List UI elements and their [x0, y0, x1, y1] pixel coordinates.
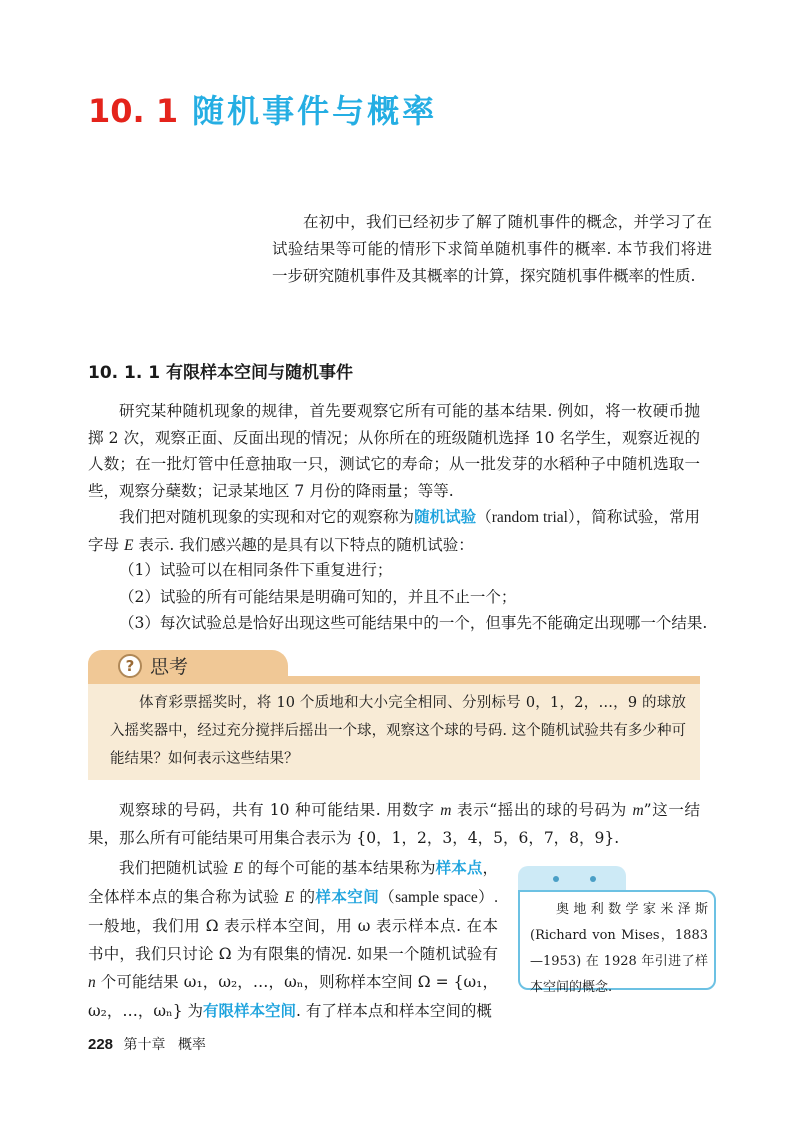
- p3-var-m: m: [440, 802, 452, 819]
- condition-list: [88, 557, 708, 637]
- term-sample-point: 样本点: [435, 859, 483, 877]
- p4-text-a: 我们把随机试验: [119, 859, 234, 877]
- section-title: 随机事件与概率: [192, 92, 438, 130]
- p4-var-e-2: E: [284, 889, 295, 906]
- section-number: 10. 1: [88, 92, 179, 130]
- p3-text-b: 表示“摇出的球的号码为: [451, 801, 633, 819]
- chapter-title: 概率: [177, 1037, 206, 1053]
- intro-paragraph: 在初中，我们已经初步了解了随机事件的概念，并学习了在试验结果等可能的情形下求简单随机事件的概率. 本节我们将进一步研究随机事件及其概率的计算，探究随机事件概率的性质.: [272, 213, 712, 285]
- paragraph-2: [88, 504, 700, 559]
- paragraph-4: [88, 854, 498, 1025]
- side-note-text: 奥地利数学家米泽斯 (Richard von Mises，1883—1953) 在 1928 年引进了样本空间的概念.: [530, 902, 708, 995]
- subsection-title: 10. 1. 1 有限样本空间与随机事件: [88, 363, 353, 383]
- p4-text-c: ，全体样本点的集合称为试验: [88, 859, 498, 906]
- p3-text-c: ”这一结果，那么所有可能结果可用集合表示为 {0，1，2，3，4，5，6，7，8，9}.: [88, 801, 700, 847]
- page-number: 228: [88, 1036, 114, 1053]
- list-item: （2）试验的所有可能结果是明确可知的，并且不止一个；: [119, 587, 517, 606]
- p4-var-n: n: [88, 974, 96, 991]
- think-text: 体育彩票摇奖时，将 10 个质地和大小完全相同、分别标号 0，1，2，…，9 的球放入摇奖器中，经过充分搅拌后摇出一个球，观察这个球的号码. 这个随机试验共有多少种可能结果？如何表示这些结果？: [110, 695, 686, 767]
- p4-text-e: 一般地，我们用 Ω 表示样本空间，用 ω 表示样本点. 在本书中，我们只讨论 Ω 为有限集的情况. 如果一个随机试验有: [88, 917, 498, 963]
- p2-english: （random trial）: [476, 509, 576, 526]
- paragraph-3: [88, 797, 700, 851]
- term-finite-sample-space: 有限样本空间: [203, 1002, 297, 1020]
- page-footer: [88, 1034, 206, 1054]
- think-label: 思考: [150, 656, 189, 678]
- list-item: （3）每次试验总是恰好出现这些可能结果中的一个，但事先不能确定出现哪一个结果.: [119, 614, 708, 632]
- p4-var-e: E: [233, 860, 243, 877]
- p4-text-g: . 有了样本点和样本空间的概: [296, 1002, 492, 1020]
- note-tab-dot: [590, 876, 596, 882]
- term-random-trial: 随机试验: [414, 508, 477, 526]
- p4-text-d: 的: [294, 888, 316, 906]
- p2-text-b: ，简称试验，常用字母: [88, 508, 700, 554]
- p3-text-a: 观察球的号码，共有 10 种可能结果. 用数字: [119, 801, 441, 819]
- p3-var-m-2: m: [632, 802, 644, 819]
- section-heading: [88, 86, 437, 132]
- p2-text-c: 表示. 我们感兴趣的是具有以下特点的随机试验：: [133, 535, 474, 554]
- p4-text-f: 个可能结果 ω₁，ω₂，…，ωₙ，则称样本空间 Ω = {ω₁，ω₂，…，ωₙ} 为: [88, 973, 498, 1020]
- chapter-label: 第十章: [123, 1037, 166, 1053]
- note-tab-dot: [553, 876, 559, 882]
- term-sample-space: 样本空间: [315, 888, 380, 906]
- p4-text-b: 的每个可能的基本结果称为: [242, 859, 436, 877]
- p2-text-a: 我们把对随机现象的实现和对它的观察称为: [119, 508, 415, 526]
- list-item: （1）试验可以在相同条件下重复进行；: [119, 561, 393, 579]
- question-icon: ?: [118, 654, 142, 678]
- p4-english: （sample space）.: [379, 889, 498, 906]
- p2-var-e: E: [123, 536, 134, 554]
- paragraph-1: 研究某种随机现象的规律，首先要观察它所有可能的基本结果. 例如，将一枚硬币抛掷 2 次，观察正面、反面出现的情况；从你所在的班级随机选择 10 名学生，观察近视的人数；在一批灯管中任意抽取一只，测试它的寿命；从一批发芽的水稻种子中随机选取一些，观察分蘖数；记录某地区 7 月份的降雨量；等等.: [88, 402, 700, 500]
